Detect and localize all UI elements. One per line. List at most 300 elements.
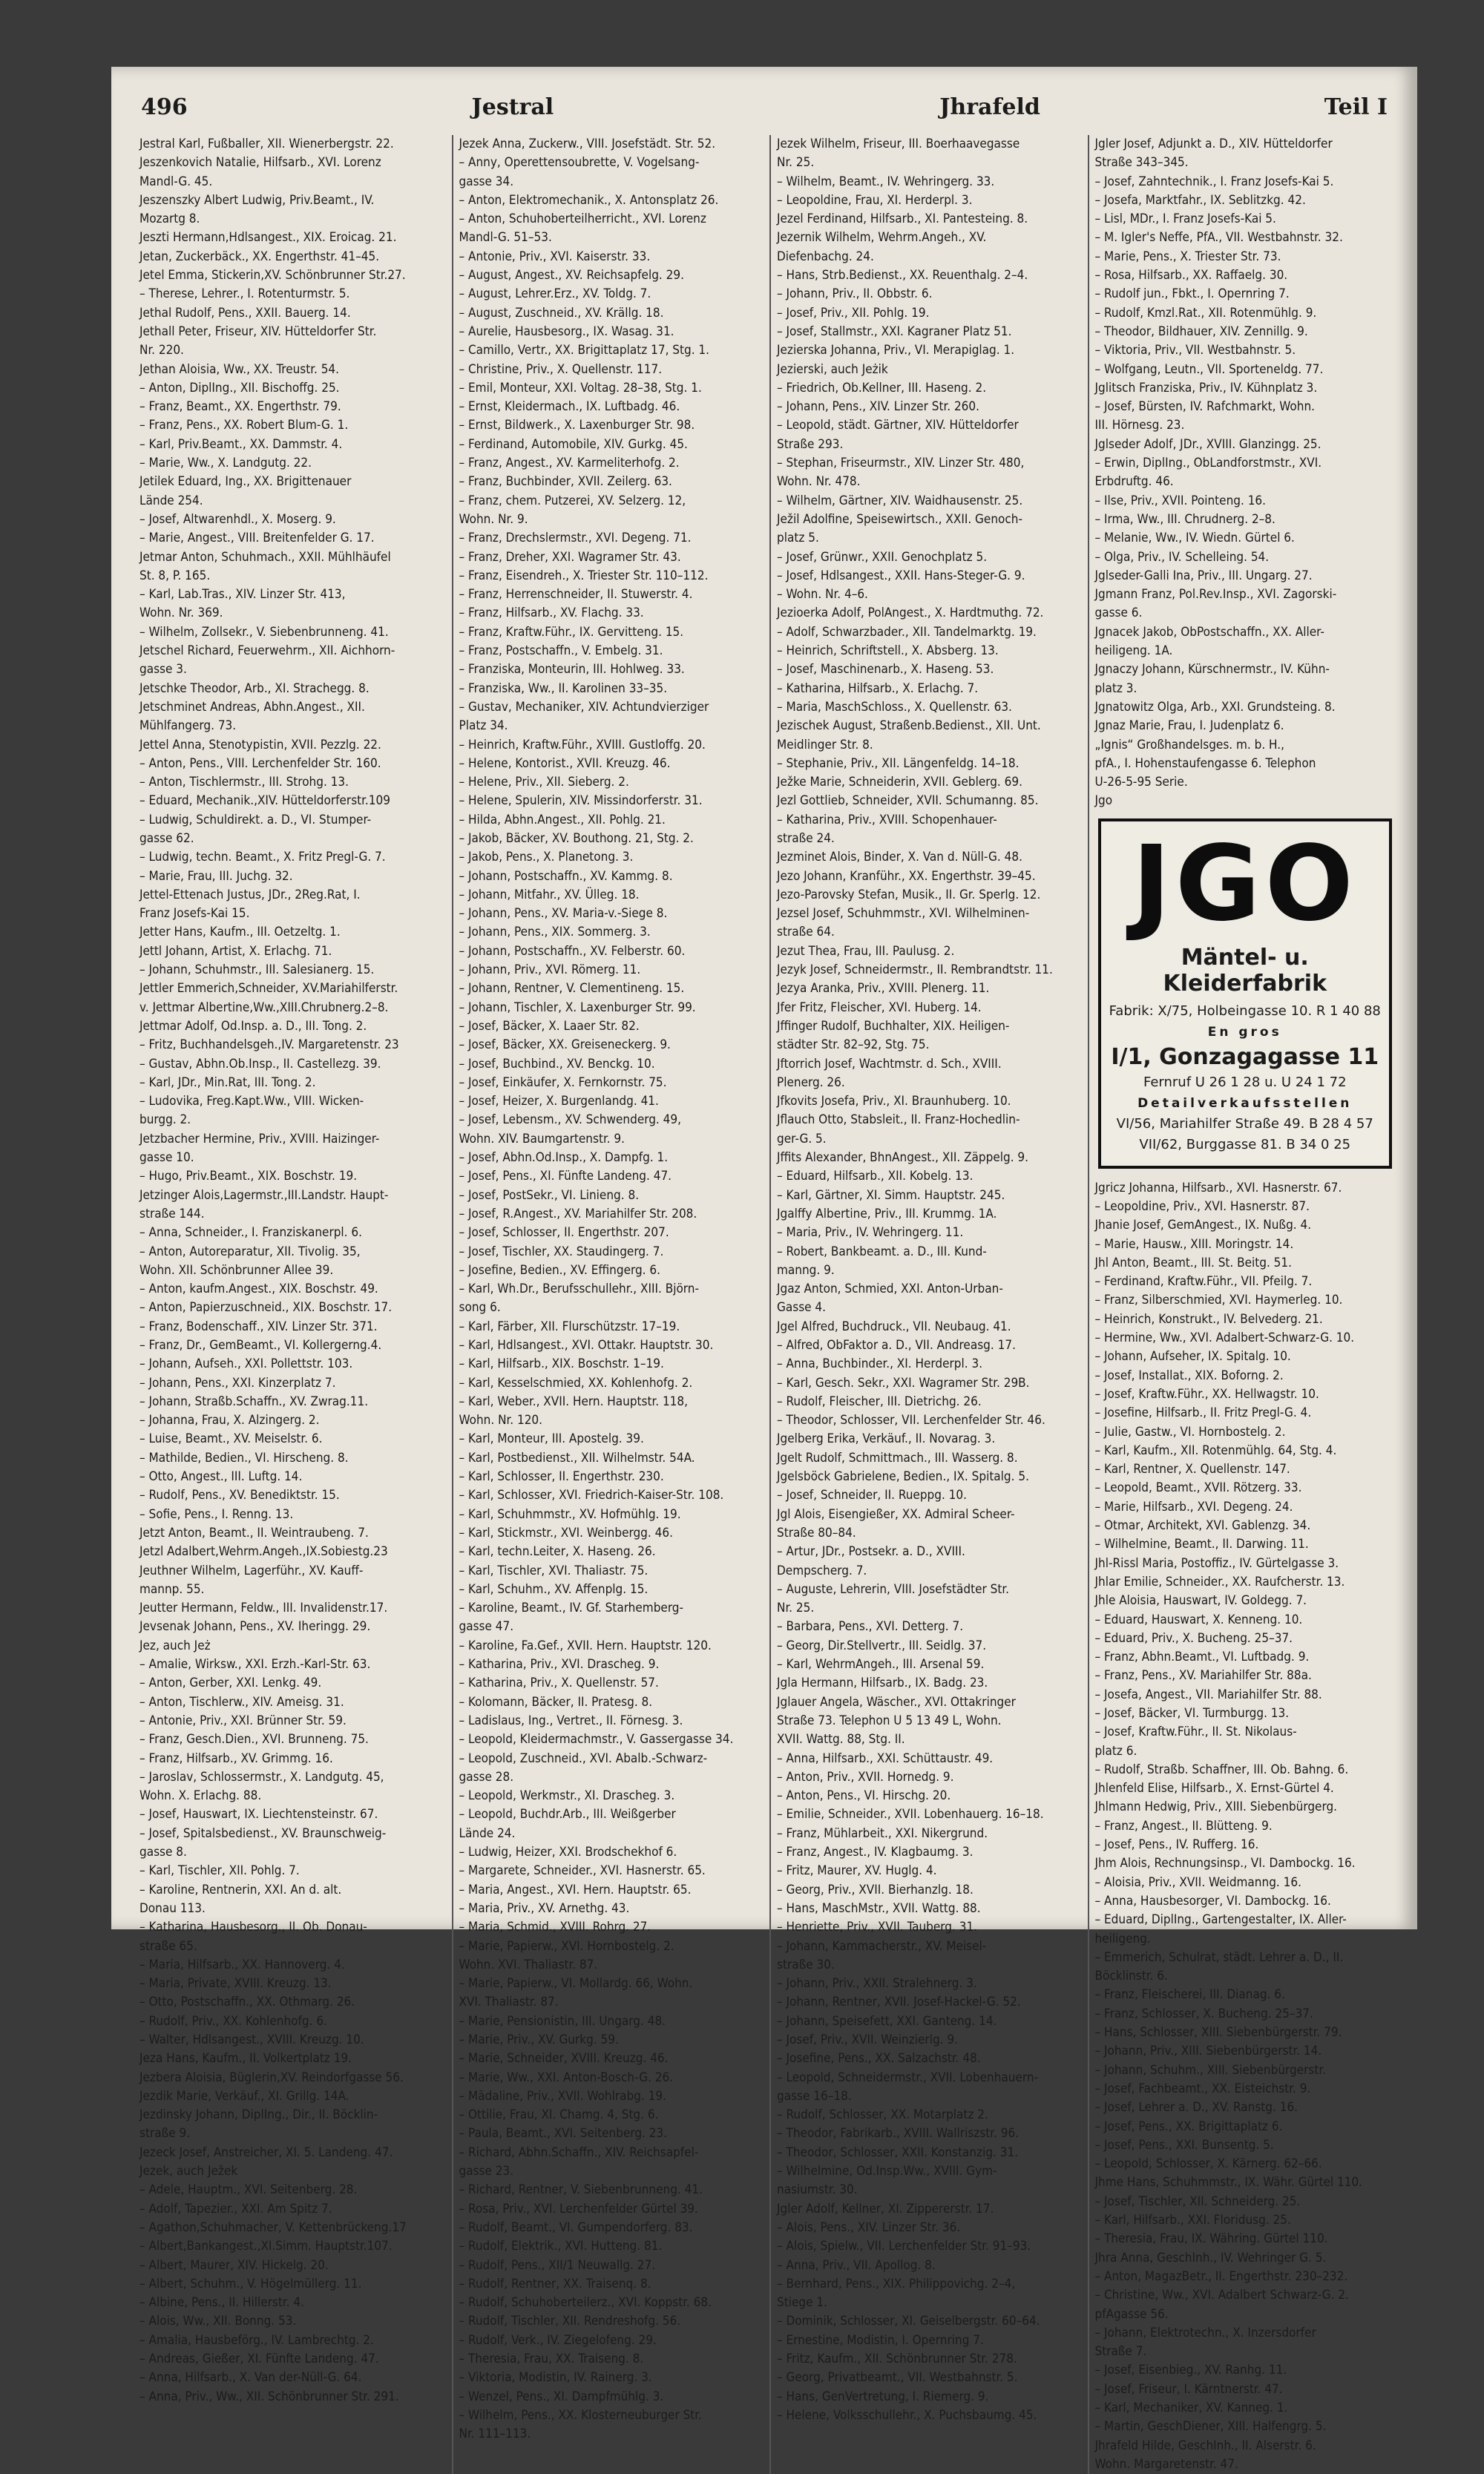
directory-entry: gasse 47. [459,1619,514,1635]
directory-entry: – Georg, Dir.Stellvertr., III. Seidlg. 37. [777,1638,987,1653]
directory-entry: – August, Zuschneid., XV. Krällg. 18. [459,305,664,321]
directory-entry: – Karl, Schlosser, II. Engerthstr. 230. [459,1469,664,1485]
directory-entry: – Josef, Bäcker, VI. Turmburgg. 13. [1094,1706,1290,1721]
directory-entry: Jffinger Rudolf, Buchhalter, XIX. Heiligen- [777,1018,1010,1034]
column-3 [769,135,1077,2474]
directory-entry: – Josefa, Marktfahr., IX. Seblitzkg. 42. [1094,192,1306,208]
directory-entry: – Franz, Drechslermstr., XVI. Degeng. 71. [459,531,692,546]
directory-entry: – Sofie, Pens., I. Renng. 13. [139,1506,294,1522]
directory-entry: Jezek, auch Ježek [139,2164,238,2179]
directory-entry: – Anna, Priv., Ww., XII. Schönbrunner Str. 291. [139,2389,399,2404]
directory-entry: – Franz, Postschaffn., V. Embelg. 31. [459,643,663,659]
directory-entry: Jgnacek Jakob, ObPostschaffn., XX. Aller- [1094,624,1324,640]
directory-entry: – Eduard, DiplIng., Gartengestalter, IX. Aller- [1094,1912,1347,1928]
directory-entry: straße 9. [139,2126,191,2142]
directory-entry: – Josef, Pens., XX. Brigittaplatz 6. [1094,2119,1283,2134]
directory-entry: – Hugo, Priv.Beamt., XIX. Boschstr. 19. [139,1169,358,1184]
directory-entry: – Mathilde, Bedien., VI. Hirscheng. 8. [139,1450,349,1466]
directory-entry: – Rudolf, Elektrik., XVI. Hutteng. 81. [459,2239,663,2254]
jgo-logo: JGO [1132,823,1358,945]
directory-entry: – Karl, techn.Leiter, X. Haseng. 26. [459,1544,656,1560]
directory-entry: – Jakob, Bäcker, XV. Bouthong. 21, Stg. 2. [459,830,694,846]
directory-entry: – Johanna, Frau, X. Alzingerg. 2. [139,1413,320,1428]
directory-entry: – Josef, Friseur, I. Kärntnerstr. 47. [1094,2381,1283,2397]
directory-entry: – Anny, Operettensoubrette, V. Vogelsang- [459,155,700,171]
directory-entry: – Dominik, Schlosser, XI. Geiselbergstr. 60–64. [777,2314,1040,2329]
jgo-advertisement [1098,818,1393,1169]
directory-entry: Jhlar Emilie, Schneider., XX. Raufcherstr. 13. [1094,1574,1345,1589]
directory-entry: – Maria, Priv., IV. Wehringerg. 11. [777,1225,964,1241]
directory-entry: – Josef, Pens., IV. Rufferg. 16. [1094,1837,1259,1853]
directory-entry: Dempscherg. 7. [777,1563,867,1578]
directory-entry: Jezdik Marie, Verkäuf., XI. Grillg. 14A. [139,2088,349,2104]
directory-entry: – Katharina, Hilfsarb., X. Erlachg. 7. [777,680,979,696]
directory-entry: Jettmar Adolf, Od.Insp. a. D., III. Tong. 2. [139,1018,367,1034]
directory-entry: – Rudolf, Rentner, XX. Traisenq. 8. [459,2276,651,2291]
directory-entry: – Rudolf, Schlosser, XX. Motarplatz 2. [777,2107,988,2123]
directory-entry: – Karl, Schuhmmstr., XV. Hofmühlg. 19. [459,1506,681,1522]
directory-entry: – Friedrich, Ob.Kellner, III. Haseng. 2. [777,380,987,396]
directory-entry: – Leopold, städt. Gärtner, XIV. Hütteldorfer [777,418,1019,433]
directory-entry: straße 65. [139,1938,197,1954]
directory-entry: – Wilhelm, Beamt., IV. Wehringerg. 33. [777,174,995,189]
ad-engros: En gros [1207,1024,1282,1040]
directory-entry: – Wilhelm, Pens., XX. Klosterneuburger Str. [459,2407,702,2423]
directory-entry: – Adolf, Schwarzbader., XII. Tandelmarktg. 19. [777,624,1037,640]
directory-entry: – Theodor, Fabrikarb., XVIII. Wallriszstr. 96. [777,2126,1020,2142]
directory-entry: Jgnatowitz Olga, Arb., XXI. Grundsteing. 8. [1094,699,1336,715]
directory-entry: Jez, auch Jeż [139,1638,211,1653]
directory-entry: Erbdruftg. 46. [1094,474,1174,490]
directory-entry: – Josef, Heizer, X. Burgenlandg. 41. [459,1094,659,1109]
directory-entry: – Gustav, Abhn.Ob.Insp., II. Castellezg. 39. [139,1056,381,1072]
directory-entry: – Josefine, Hilfsarb., II. Fritz Pregl-G. 4. [1094,1405,1312,1421]
column-2 [452,135,760,2474]
directory-entry: – Marie, Hilfsarb., XVI. Degeng. 24. [1094,1499,1293,1515]
directory-entry: – Johann, Tischler, X. Laxenburger Str. 99. [459,1000,696,1015]
directory-entry: – Aurelie, Hausbesorg., IX. Wasag. 31. [459,324,674,339]
directory-entry: – Wenzel, Pens., XI. Dampfmühlg. 3. [459,2389,664,2404]
directory-entry: – Josef, Grünwr., XXII. Genochplatz 5. [777,549,988,565]
directory-entry: – Karl, Weber., XVII. Hern. Hauptstr. 118, [459,1394,688,1409]
directory-entry: – Karl, JDr., Min.Rat, III. Tong. 2. [139,1074,316,1090]
directory-entry: – Antonie, Priv., XXI. Brünner Str. 59. [139,1713,347,1728]
directory-entry: – Maria, Private, XVIII. Kreuzg. 13. [139,1976,332,1992]
directory-entry: – August, Lehrer.Erz., XV. Toldg. 7. [459,286,651,302]
directory-entry: gasse 23. [459,2164,514,2179]
directory-entry: Jezeck Josef, Anstreicher, XI. 5. Landeng. 47. [139,2145,393,2160]
directory-entry: – Marie, Papierw., XVI. Hornbostelg. 2. [459,1938,674,1954]
directory-entry: – Josef, Schlosser, II. Engerthstr. 207. [459,1225,669,1241]
directory-entry: Gasse 4. [777,1300,827,1316]
directory-entry: – Anton, Tischlermstr., III. Strohg. 13. [139,775,349,790]
directory-entry: – Johann, Straßb.Schaffn., XV. Zwrag.11. [139,1394,369,1409]
directory-entry: – Karl, Priv.Beamt., XX. Dammstr. 4. [139,436,343,452]
directory-entry: III. Hörnesg. 23. [1094,418,1185,433]
directory-entry: – Josef, Altwarenhdl., X. Moserg. 9. [139,511,336,527]
directory-entry: – Maria, Hilfsarb., XX. Hannoverg. 4. [139,1957,345,1972]
directory-entry: – Rudolf, Schuhoberteilerz., XVI. Koppstr. 68. [459,2295,712,2311]
directory-entry: straße 144. [139,1206,205,1221]
directory-entry: – Franziska, Ww., II. Karolinen 33–35. [459,680,668,696]
directory-entry: – Helene, Priv., XII. Sieberg. 2. [459,775,629,790]
directory-entry: – Bernhard, Pens., XIX. Philippovichg. 2–4, [777,2276,1016,2291]
directory-entry: – Leopold, Buchdr.Arb., III. Weißgerber [459,1807,676,1822]
directory-entry: Jgla Hermann, Hilfsarb., IX. Badg. 23. [777,1676,988,1691]
directory-entry: Jhlmann Hedwig, Priv., XIII. Siebenbürgerg. [1094,1799,1338,1815]
directory-entry: – Johann, Pens., XV. Maria-v.-Siege 8. [459,906,668,922]
directory-entry: – Anna, Schneider., I. Franziskanerpl. 6. [139,1225,362,1241]
directory-entry: – Rudolf, Straßb. Schaffner, III. Ob. Bahng. 6. [1094,1762,1349,1777]
directory-entry: – Rudolf, Verk., IV. Ziegelofeng. 29. [459,2332,657,2348]
directory-entry: – Jakob, Pens., X. Planetong. 3. [459,850,634,865]
directory-entry: Jettel-Ettenach Justus, JDr., 2Reg.Rat, I. [139,887,361,902]
directory-entry: – Josef, Priv., XII. Pohlg. 19. [777,305,930,321]
directory-entry: – Christine, Ww., XVI. Adalbert Schwarz-G. 2. [1094,2288,1349,2303]
directory-entry: – Mädaline, Priv., XVII. Wohlrabg. 19. [459,2088,666,2104]
directory-entry: – Katharina, Priv., XVIII. Schopenhauer- [777,812,997,827]
directory-entry: – Ludwig, Heizer, XXI. Brodschekhof 6. [459,1845,677,1860]
directory-entry: – Johann, Aufseh., XXI. Pollettstr. 103. [139,1356,353,1372]
directory-entry: – Leopold, Werkmstr., XI. Drascheg. 3. [459,1788,675,1804]
directory-entry: straße 64. [777,925,835,940]
directory-entry: – Eduard, Priv., X. Bucheng. 25–37. [1094,1630,1293,1646]
directory-entry: – Emilie, Schneider., XVII. Lobenhauerg. 16–18. [777,1807,1044,1822]
directory-entry: Jezo-Parovsky Stefan, Musik., II. Gr. Sperlg. 12. [777,887,1041,902]
directory-entry: – Ladislaus, Ing., Vertret., II. Förnesg. 3. [459,1713,683,1728]
directory-entry: – Franz, Bodenschaff., XIV. Linzer Str. 371. [139,1319,378,1334]
directory-entry: – Josef, Schneider, II. Rueppg. 10. [777,1488,967,1503]
directory-entry: – Karl, Kesselschmied, XX. Kohlenhofg. 2. [459,1375,693,1391]
directory-entry: – Andreas, Gießer, XI. Fünfte Landeng. 47. [139,2352,379,2367]
directory-entry: – Rudolf jun., Fbkt., I. Opernring 7. [1094,286,1290,302]
directory-entry: – Rudolf, Pens., XII/1 Neuwallg. 27. [459,2257,656,2273]
directory-entry: Stiege 1. [777,2295,827,2311]
directory-entry: – Anton, kaufm.Angest., XIX. Boschstr. 49. [139,1282,378,1297]
directory-entry: Jglseder Adolf, JDr., XVIII. Glanzingg. 25. [1094,436,1322,452]
directory-entry: – Amalia, Hausbeförg., IV. Lambrechtg. 2. [139,2332,374,2348]
directory-entry: Mühlfangerg. 73. [139,718,237,734]
directory-entry: – Christine, Priv., X. Quellenstr. 117. [459,361,663,377]
directory-entry: Jetzl Adalbert,Wehrm.Angeh.,IX.Sobiestg.23 [139,1544,388,1560]
directory-entry: – Josef, Tischler, XX. Staudingerg. 7. [459,1244,664,1259]
directory-entry: – Karl, Monteur, III. Apostelg. 39. [459,1431,644,1447]
directory-entry: – Franz, Pens., XV. Mariahilfer Str. 88a. [1094,1668,1312,1684]
directory-entry: – Theresia, Frau, IX. Währing. Gürtel 110. [1094,2231,1328,2247]
directory-entry: – Marie, Pensionistin, III. Ungarg. 48. [459,2013,666,2029]
directory-entry: – Franz, Angest., IV. Klagbaumg. 3. [777,1845,974,1860]
directory-entry: – Josef, PostSekr., VI. Linieng. 8. [459,1187,640,1203]
directory-entry: – Viktoria, Priv., VII. Westbahnstr. 5. [1094,343,1296,358]
directory-entry: – Hermine, Ww., XVI. Adalbert-Schwarz-G. 10. [1094,1330,1355,1346]
directory-entry: – Leopold, Beamt., XVII. Rötzerg. 33. [1094,1480,1302,1496]
directory-entry: – Josef, Spitalsbedienst., XV. Braunschweig- [139,1825,387,1841]
directory-entry: Jetilek Eduard, Ing., XX. Brigittenauer [139,474,352,490]
directory-entry: Wohn. XVI. Thaliastr. 87. [459,1957,598,1972]
directory-entry: Jglseder-Galli Ina, Priv., III. Ungarg. 27. [1094,568,1313,583]
directory-entry: – Richard, Rentner, V. Siebenbrunneng. 41. [459,2182,703,2198]
ad-retail-2: VII/62, Burggasse 81. B 34 0 25 [1139,1136,1351,1152]
directory-entry: – Hans, Schlosser, XIII. Siebenbürgerstr. 79. [1094,2025,1342,2041]
directory-entry: Jeszenszky Albert Ludwig, Priv.Beamt., IV. [139,192,375,208]
directory-entry: – Leopold, Zuschneid., XVI. Abalb.-Schwarz- [459,1750,708,1766]
directory-entry: – Franz, Beamt., XX. Engerthstr. 79. [139,399,341,415]
directory-entry: Jgel Alfred, Buchdruck., VII. Neubaug. 41. [777,1319,1011,1334]
directory-entry: – Ottilie, Frau, XI. Chamg. 4, Stg. 6. [459,2107,659,2123]
ad-engros-address: I/1, Gonzagagasse 11 [1111,1043,1379,1070]
directory-entry: Jezel Ferdinand, Hilfsarb., XI. Pantesteing. 8. [777,211,1028,227]
directory-entry: Jgelsböck Gabrielene, Bedien., IX. Spitalg. 5. [777,1469,1029,1485]
directory-entry: – Alois, Ww., XII. Bonng. 53. [139,2314,297,2329]
directory-entry: gasse 8. [139,1845,187,1860]
directory-entry: Jetzbacher Hermine, Priv., XVIII. Haizinger- [139,1131,380,1146]
directory-entry: – Franz, Fleischerei, III. Dianag. 6. [1094,1987,1285,2003]
directory-entry: Jhrafeld Hilde, GeschInh., II. Alserstr. 6. [1094,2438,1316,2453]
directory-entry: Jettl Johann, Artist, X. Erlachg. 71. [139,943,332,959]
directory-entry: Jezioerka Adolf, PolAngest., X. Hardtmuthg. 72. [777,606,1044,621]
directory-entry: – Anton, MagazBetr., II. Engerthstr. 230–232. [1094,2268,1348,2284]
directory-entry: Jezbera Aloisia, Büglerin,XV. Reindorfgasse 56. [139,2070,404,2085]
directory-entry: – Karl, Färber, XII. Flurschützstr. 17–19. [459,1319,680,1334]
directory-entry: – Franz, Kraftw.Führ., IX. Gervitteng. 15. [459,624,684,640]
directory-entry: Jestral Karl, Fußballer, XII. Wienerbergstr. 22. [139,137,394,151]
directory-entry: Jeszti Hermann,Hdlsangest., XIX. Eroicag. 21. [139,230,397,246]
directory-entry: – Karl, Hdlsangest., XVI. Ottakr. Hauptstr. 30. [459,1338,714,1353]
directory-entry: Nr. 25. [777,155,815,171]
directory-entry: – Johann, Postschaffn., XV. Kammg. 8. [459,868,673,884]
directory-entry: – Karl, Kaufm., XII. Rotenmühlg. 64, Stg. 4. [1094,1443,1337,1458]
directory-entry: Böcklinstr. 6. [1094,1969,1168,1984]
directory-entry: Jhl Anton, Beamt., III. St. Beitg. 51. [1094,1255,1292,1270]
directory-entry: Ježil Adolfine, Speisewirtsch., XXII. Genoch- [777,511,1023,527]
directory-entry: – Marie, Schneider, XVIII. Kreuzg. 46. [459,2051,669,2067]
directory-entry: Nr. 111–113. [459,2427,531,2442]
directory-entry: Jetel Emma, Stickerin,XV. Schönbrunner Str.27. [139,268,406,283]
directory-entry: – Josef, Kraftw.Führ., XX. Hellwagstr. 10. [1094,1386,1319,1402]
directory-entry: – Heinrich, Konstrukt., IV. Belvederg. 21. [1094,1311,1323,1327]
directory-entry: – Franz, Hilfsarb., XV. Flachg. 33. [459,606,644,621]
directory-entry: – Ferdinand, Automobile, XIV. Gurkg. 45. [459,436,688,452]
directory-entry: song 6. [459,1300,501,1316]
directory-entry: – Josef, R.Angest., XV. Mariahilfer Str. 208. [459,1206,697,1221]
directory-entry: – Karl, Schuhm., XV. Affenplg. 15. [459,1581,649,1597]
directory-entry: Straße 293. [777,436,844,452]
directory-entry: – Otmar, Architekt, XVI. Gablenzg. 34. [1094,1518,1311,1534]
directory-entry: – Karl, WehrmAngeh., III. Arsenal 59. [777,1657,985,1673]
directory-entry: – Katharina, Hausbesorg., II. Ob. Donau- [139,1920,367,1935]
directory-entry: Jetzt Anton, Beamt., II. Weintraubeng. 7. [139,1525,369,1540]
directory-entry: Straße 7. [1094,2344,1147,2360]
directory-entry: – Wohn. Nr. 4–6. [777,587,868,603]
directory-entry: – Josef, Stallmstr., XXI. Kagraner Platz 51. [777,324,1012,339]
directory-entry: Jhlenfeld Elise, Hilfsarb., X. Ernst-Gürtel 4. [1094,1781,1334,1797]
directory-entry: Wohn. Nr. 478. [777,474,861,490]
directory-entry: – Josef, Einkäufer, X. Fernkornstr. 75. [459,1074,667,1090]
directory-entry: – Karoline, Beamt., IV. Gf. Starhemberg- [459,1601,684,1616]
directory-entry: Jeszenkovich Natalie, Hilfsarb., XVI. Lorenz [139,155,381,171]
page-number: 496 [141,93,188,120]
directory-entry: – Rudolf, Beamt., VI. Gumpendorferg. 83. [459,2219,693,2235]
directory-entry: Jeza Hans, Kaufm., II. Volkertplatz 19. [139,2051,352,2067]
directory-entry: Jfkovits Josefa, Priv., XI. Braunhuberg. 10. [777,1094,1011,1109]
directory-entry: – Artur, JDr., Postsekr. a. D., XVIII. [777,1544,965,1560]
directory-entry: – Ilse, Priv., XVII. Pointeng. 16. [1094,493,1267,508]
directory-entry: Jetschminet Andreas, Abhn.Angest., XII. [139,699,365,715]
directory-entry: platz 6. [1094,1743,1137,1759]
directory-entry: – Helene, Kontorist., XVII. Kreuzg. 46. [459,755,671,771]
directory-entry: Jezek Anna, Zuckerw., VIII. Josefstädt. Str. 52. [459,137,716,151]
directory-entry: – Martin, GeschDiener, XIII. Halfengrg. 5. [1094,2419,1327,2435]
directory-entry: platz 3. [1094,680,1137,696]
directory-entry: – Erwin, DiplIng., ObLandforstmstr., XVI. [1094,456,1322,471]
directory-entry: – Franz, Dr., GemBeamt., VI. Kollergerng.4. [139,1338,382,1353]
directory-entry: Jevsenak Johann, Pens., XV. Iheringg. 29. [139,1619,371,1635]
directory-entry: – Josef, Installat., XIX. Boforng. 2. [1094,1368,1284,1383]
directory-entry: U-26-5-95 Serie. [1094,775,1188,790]
directory-entry: Jezernik Wilhelm, Wehrm.Angeh., XV. [777,230,987,246]
directory-entry: Wohn. XIV. Baumgartenstr. 9. [459,1131,625,1146]
directory-entry: – Melanie, Ww., IV. Wiedn. Gürtel 6. [1094,531,1295,546]
directory-entry: – Fritz, Kaufm., XII. Schönbrunner Str. 278. [777,2352,1017,2367]
directory-entry: – Karl, Schlosser, XVI. Friedrich-Kaiser-Str. 108. [459,1488,724,1503]
directory-entry: Jgl Alois, Eisengießer, XX. Admiral Scheer- [777,1506,1015,1522]
directory-entry: – Maria, Schmid., XVIII. Rohrg. 27. [459,1920,651,1935]
ad-factory-line: Fabrik: X/75, Holbeingasse 10. R 1 40 88 [1109,1003,1381,1019]
directory-entry: – Karoline, Rentnerin, XXI. An d. alt. [139,1882,342,1897]
directory-entry: – Anton, DiplIng., XII. Bischoffg. 25. [139,380,340,396]
directory-entry: Jezsel Josef, Schuhmmstr., XVI. Wilhelminen- [777,906,1030,922]
directory-entry: – Anna, Hilfsarb., XXI. Schüttaustr. 49. [777,1750,994,1766]
directory-entry: Jezo Johann, Kranführ., XX. Engerthstr. 39–45. [777,868,1036,884]
directory-entry: Jhanie Josef, GemAngest., IX. Nußg. 4. [1094,1218,1312,1233]
directory-entry: – Camillo, Vertr., XX. Brigittaplatz 17, Stg. 1. [459,343,709,358]
directory-entry: manng. 9. [777,1262,835,1278]
header-part: Teil I [1324,93,1388,120]
directory-entry: – Josef, Pens., XI. Fünfte Landeng. 47. [459,1169,672,1184]
directory-entry: – Josef, Abhn.Od.Insp., X. Dampfg. 1. [459,1150,669,1166]
directory-entry: Jgo [1094,793,1113,809]
directory-entry: platz 5. [777,531,819,546]
directory-entry: – Therese, Lehrer., I. Rotenturmstr. 5. [139,286,350,302]
directory-entry: – Rudolf, Kmzl.Rat., XII. Rotenmühlg. 9. [1094,305,1317,321]
directory-entry: Jfer Fritz, Fleischer, XVI. Huberg. 14. [777,1000,982,1015]
directory-entry: – Josefine, Bedien., XV. Effingerg. 6. [459,1262,660,1278]
directory-entry: Jhme Hans, Schuhmmstr., IX. Währ. Gürtel 110. [1094,2175,1363,2191]
directory-entry: – Lisl, MDr., I. Franz Josefs-Kai 5. [1094,211,1276,227]
directory-entry: – Stephanie, Priv., XII. Längenfeldg. 14–18. [777,755,1020,771]
header-guide-words [472,94,1040,120]
directory-entry: – Heinrich, Kraftw.Führ., XVIII. Gustloffg. 20. [459,737,706,752]
directory-entry: – Johann, Pens., XXI. Kinzerplatz 7. [139,1375,336,1391]
directory-entry: gasse 34. [459,174,514,189]
directory-entry: – Johann, Mitfahr., XV. Ülleg. 18. [459,887,640,902]
directory-entry: – Johann, Priv., II. Obbstr. 6. [777,286,933,302]
directory-entry: – Richard, Abhn.Schaffn., XIV. Reichsapfel- [459,2145,699,2160]
directory-entry: Wohn. Nr. 369. [139,606,223,621]
directory-entry: Jgalffy Albertine, Priv., III. Krummg. 1A. [777,1206,997,1221]
directory-entry: – Ludwig, Schuldirekt. a. D., VI. Stumper- [139,812,372,827]
directory-entry: – Karl, Stickmstr., XVI. Weinbergg. 46. [459,1525,673,1540]
directory-entry: – Wilhelmine, Od.Insp.Ww., XVIII. Gym- [777,2164,997,2179]
directory-entry: – Karl, Lab.Tras., XIV. Linzer Str. 413, [139,587,346,603]
directory-entry: – Ferdinand, Kraftw.Führ., VII. Pfeilg. 7. [1094,1274,1313,1290]
directory-entry: – Georg, Priv., XVII. Bierhanzlg. 18. [777,1882,974,1897]
directory-entry: – Leopold, Kleidermachmstr., V. Gassergasse 34. [459,1732,734,1748]
directory-entry: – Agathon,Schuhmacher, V. Kettenbrückeng.17 [139,2219,407,2235]
directory-entry: Jezyk Josef, Schneidermstr., II. Rembrandtstr. 11. [777,962,1053,978]
directory-entry: – Anton, Schuhoberteilherricht., XVI. Lorenz [459,211,706,227]
directory-entry: – Katharina, Priv., XVI. Drascheg. 9. [459,1657,660,1673]
directory-entry: – Margarete, Schneider., XVI. Hasnerstr. 65. [459,1863,706,1879]
ad-retail-1: VI/56, Mariahilfer Straße 49. B 28 4 57 [1116,1115,1373,1132]
directory-entry: – August, Angest., XV. Reichsapfelg. 29. [459,268,684,283]
directory-entry: – Leopold, Schneidermstr., XVII. Lobenhauern- [777,2070,1039,2085]
directory-entry: – Johann, Pens., XIV. Linzer Str. 260. [777,399,979,415]
directory-entry: pfA., I. Hohenstaufengasse 6. Telephon [1094,755,1316,771]
directory-entry: – Franz, Dreher, XXI. Wagramer Str. 43. [459,549,681,565]
directory-entry: – Karl, Postbedienst., XII. Wilhelmstr. 54A. [459,1450,695,1466]
directory-entry: – Fritz, Buchhandelsgeh.,IV. Margaretenstr. 23 [139,1037,399,1053]
directory-entry: – Franz, Schlosser, X. Bucheng. 25–37. [1094,2006,1313,2021]
directory-entry: – Karl, Gärtner, XI. Simm. Hauptstr. 245. [777,1187,1005,1203]
directory-entry: – Walter, Hdlsangest., XVIII. Kreuzg. 10. [139,2032,364,2047]
directory-entry: – Adele, Hauptm., XVI. Seitenberg. 28. [139,2182,358,2198]
ad-engros-phone: Fernruf U 26 1 28 u. U 24 1 72 [1143,1074,1347,1090]
directory-entry: – Josef, Lehrer a. D., XV. Ranstg. 16. [1094,2100,1298,2116]
directory-entry: – Viktoria, Modistin, IV. Rainerg. 3. [459,2370,652,2386]
directory-entry: Jhl-Rissl Maria, Postoffiz., IV. Gürtelgasse 3. [1094,1555,1339,1571]
directory-entry: burgg. 2. [139,1112,191,1128]
directory-entry: – Rudolf, Tischler, XII. Rendreshofg. 56. [459,2314,681,2329]
directory-entry: – Wilhelm, Gärtner, XIV. Waidhausenstr. 25. [777,493,1023,508]
directory-entry: Diefenbachg. 24. [777,249,874,264]
directory-entry: gasse 28. [459,1769,514,1785]
directory-entry: – Alois, Spielw., VII. Lerchenfelder Str. 91–93. [777,2239,1031,2254]
directory-entry: Jgnaczy Johann, Kürschnermstr., IV. Kühn- [1094,662,1330,677]
directory-entry: – Wolfgang, Leutn., VII. Sporteneldg. 77. [1094,361,1324,377]
directory-entry: Jezut Thea, Frau, III. Paulusg. 2. [777,943,955,959]
directory-entry: Jetzinger Alois,Lagermstr.,III.Landstr. Haupt- [139,1187,389,1203]
directory-entry: – Johann, Elektrotechn., X. Inzersdorfer [1094,2325,1316,2340]
directory-entry: – Robert, Bankbeamt. a. D., III. Kund- [777,1244,987,1259]
directory-entry: – Karl, Tischler, XVI. Thaliastr. 75. [459,1563,649,1578]
directory-entry: mannp. 55. [139,1581,205,1597]
directory-entry: Jhm Alois, Rechnungsinsp., VI. Dambockg. 16. [1094,1856,1356,1871]
column-1 [134,135,441,2474]
directory-entry: – Maria, Priv., XV. Arnethg. 43. [459,1900,630,1916]
directory-entry: – Gustav, Mechaniker, XIV. Achtundvierziger [459,699,709,715]
directory-entry: – Josef, Tischler, XII. Schneiderg. 25. [1094,2194,1301,2209]
directory-entry: Mandl-G. 51–53. [459,230,552,246]
directory-entry: Wohn. Nr. 120. [459,1413,543,1428]
directory-entry: – Stephan, Friseurmstr., XIV. Linzer Str. 480, [777,456,1025,471]
directory-entry: – Josef, Bäcker, X. Laaer Str. 82. [459,1018,640,1034]
directory-entry: Jetan, Zuckerbäck., XX. Engerthstr. 41–45. [139,249,380,264]
directory-entry: Straße 343–345. [1094,155,1189,171]
directory-entry: – Karl, Hilfsarb., XIX. Boschstr. 1–19. [459,1356,664,1372]
directory-entry: – Josef, Zahntechnik., I. Franz Josefs-Kai 5. [1094,174,1334,189]
directory-entry: – Anton, Gerber, XXI. Lenkg. 49. [139,1676,322,1691]
directory-entry: – Albert,Bankangest.,XI.Simm. Hauptstr.107. [139,2239,393,2254]
directory-entry: Donau 113. [139,1900,206,1916]
directory-entry: – Eduard, Mechanik.,XIV. Hütteldorferstr.109 [139,793,390,809]
directory-entry: – Wilhelmine, Beamt., II. Darwing. 11. [1094,1537,1309,1552]
directory-entry: nasiumstr. 30. [777,2182,858,2198]
directory-entry: St. 8, P. 165. [139,568,211,583]
directory-entry: – Marie, Pens., X. Triester Str. 73. [1094,249,1281,264]
directory-entry: – Franz, Abhn.Beamt., VI. Luftbadg. 9. [1094,1650,1310,1665]
directory-entry: gasse 16–18. [777,2088,852,2104]
